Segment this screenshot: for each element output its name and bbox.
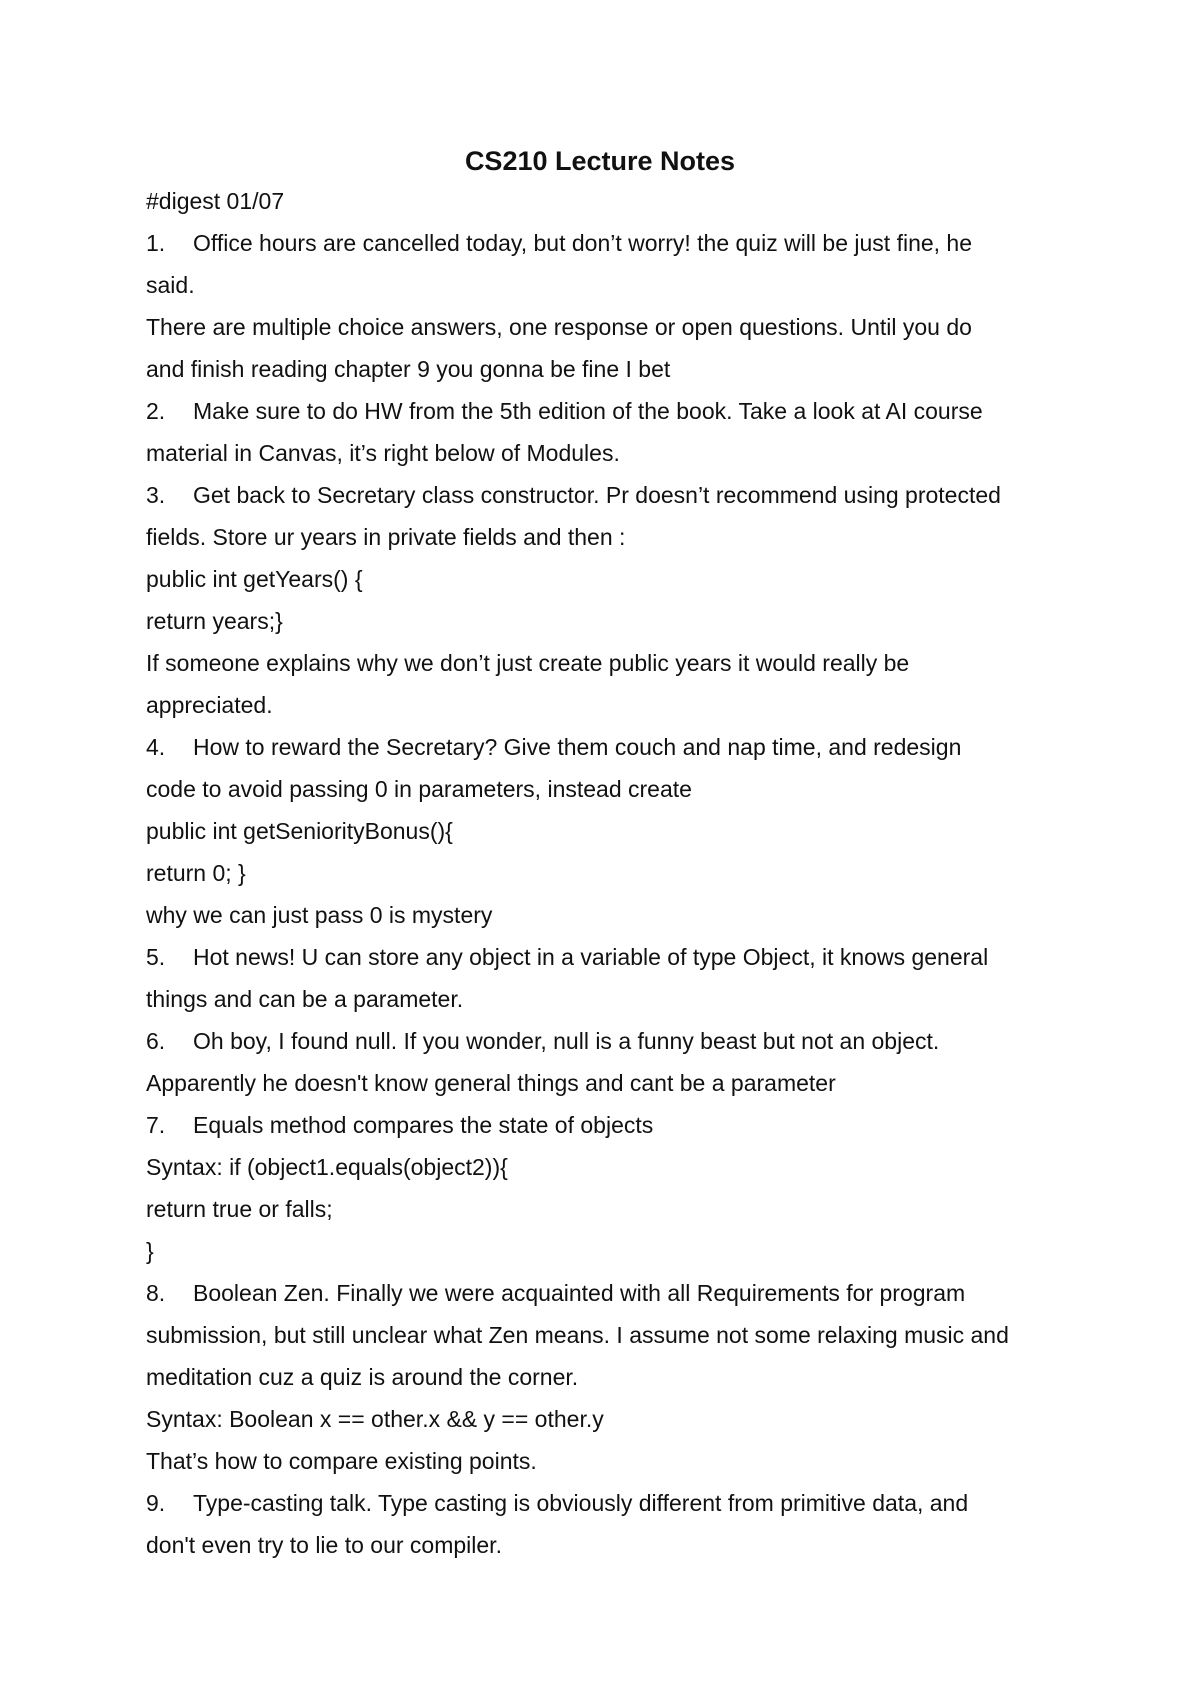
note-item-continuation: public int getYears() { <box>146 566 363 592</box>
document-title: CS210 Lecture Notes <box>464 146 736 176</box>
note-item <box>146 222 1086 390</box>
note-item-continuation: There are multiple choice answers, one response or open questions. Until you do <box>146 314 972 340</box>
note-item-continuation: material in Canvas, it’s right below of Modules. <box>146 440 620 466</box>
note-item-number: 4. <box>146 734 166 760</box>
note-item <box>146 1104 1086 1272</box>
note-item-continuation: things and can be a parameter. <box>146 986 464 1012</box>
note-item-continuation: Syntax: if (object1.equals(object2)){ <box>146 1154 508 1180</box>
note-item-first-line <box>146 1272 1086 1314</box>
note-item-text: Office hours are cancelled today, but don’t worry! the quiz will be just fine, he <box>193 230 973 256</box>
note-item-number: 5. <box>146 944 166 970</box>
note-item-text: Get back to Secretary class constructor. Pr doesn’t recommend using protected <box>193 482 1001 508</box>
note-item-continuation: return years;} <box>146 608 283 634</box>
note-item-continuation: } <box>146 1238 154 1264</box>
notes-list <box>146 222 1086 1566</box>
note-item-continuation: meditation cuz a quiz is around the corner. <box>146 1364 579 1390</box>
note-item-number: 7. <box>146 1112 166 1138</box>
note-item-continuation: Syntax: Boolean x == other.x && y == other.y <box>146 1406 604 1432</box>
note-item-continuation: fields. Store ur years in private fields and then : <box>146 524 626 550</box>
note-item-continuation: return 0; } <box>146 860 246 886</box>
note-item-number: 3. <box>146 482 166 508</box>
digest-line: #digest 01/07 <box>146 188 285 214</box>
note-item <box>146 726 1086 936</box>
note-item <box>146 390 1086 474</box>
note-item-continuation: That’s how to compare existing points. <box>146 1448 537 1474</box>
note-item-first-line <box>146 726 1086 768</box>
note-item-first-line <box>146 474 1086 516</box>
note-item-continuation: return true or falls; <box>146 1196 333 1222</box>
note-item-first-line <box>146 390 1086 432</box>
note-item-text: Hot news! U can store any object in a variable of type Object, it knows general <box>193 944 989 970</box>
note-item-number: 8. <box>146 1280 166 1306</box>
note-item-continuation: said. <box>146 272 195 298</box>
note-item-number: 6. <box>146 1028 166 1054</box>
note-item-text: How to reward the Secretary? Give them couch and nap time, and redesign <box>193 734 962 760</box>
note-item-text: Type-casting talk. Type casting is obviously different from primitive data, and <box>193 1490 969 1516</box>
note-item-continuation: and finish reading chapter 9 you gonna be fine I bet <box>146 356 671 382</box>
note-item-continuation: don't even try to lie to our compiler. <box>146 1532 502 1558</box>
note-item-first-line <box>146 1020 1086 1062</box>
note-item-text: Boolean Zen. Finally we were acquainted with all Requirements for program <box>193 1280 966 1306</box>
note-item-number: 2. <box>146 398 166 424</box>
note-item-continuation: appreciated. <box>146 692 273 718</box>
note-item-continuation: Apparently he doesn't know general things and cant be a parameter <box>146 1070 836 1096</box>
note-item-first-line <box>146 1104 1086 1146</box>
note-item-continuation: If someone explains why we don’t just create public years it would really be <box>146 650 910 676</box>
note-item-number: 9. <box>146 1490 166 1516</box>
notes-body <box>146 180 1086 1566</box>
note-item <box>146 1272 1086 1482</box>
note-item-continuation: why we can just pass 0 is mystery <box>146 902 493 928</box>
note-item-continuation: submission, but still unclear what Zen means. I assume not some relaxing music and <box>146 1322 1009 1348</box>
note-item-first-line <box>146 1482 1086 1524</box>
note-item-text: Equals method compares the state of objects <box>193 1112 654 1138</box>
note-item <box>146 1020 1086 1104</box>
note-item <box>146 474 1086 726</box>
note-item-continuation: public int getSeniorityBonus(){ <box>146 818 453 844</box>
note-item <box>146 1482 1086 1566</box>
note-item-text: Make sure to do HW from the 5th edition of the book. Take a look at AI course <box>193 398 983 424</box>
note-item-continuation: code to avoid passing 0 in parameters, instead create <box>146 776 692 802</box>
note-item-first-line <box>146 936 1086 978</box>
note-item-number: 1. <box>146 230 166 256</box>
note-item-first-line <box>146 222 1086 264</box>
note-item-text: Oh boy, I found null. If you wonder, null is a funny beast but not an object. <box>193 1028 940 1054</box>
note-item <box>146 936 1086 1020</box>
